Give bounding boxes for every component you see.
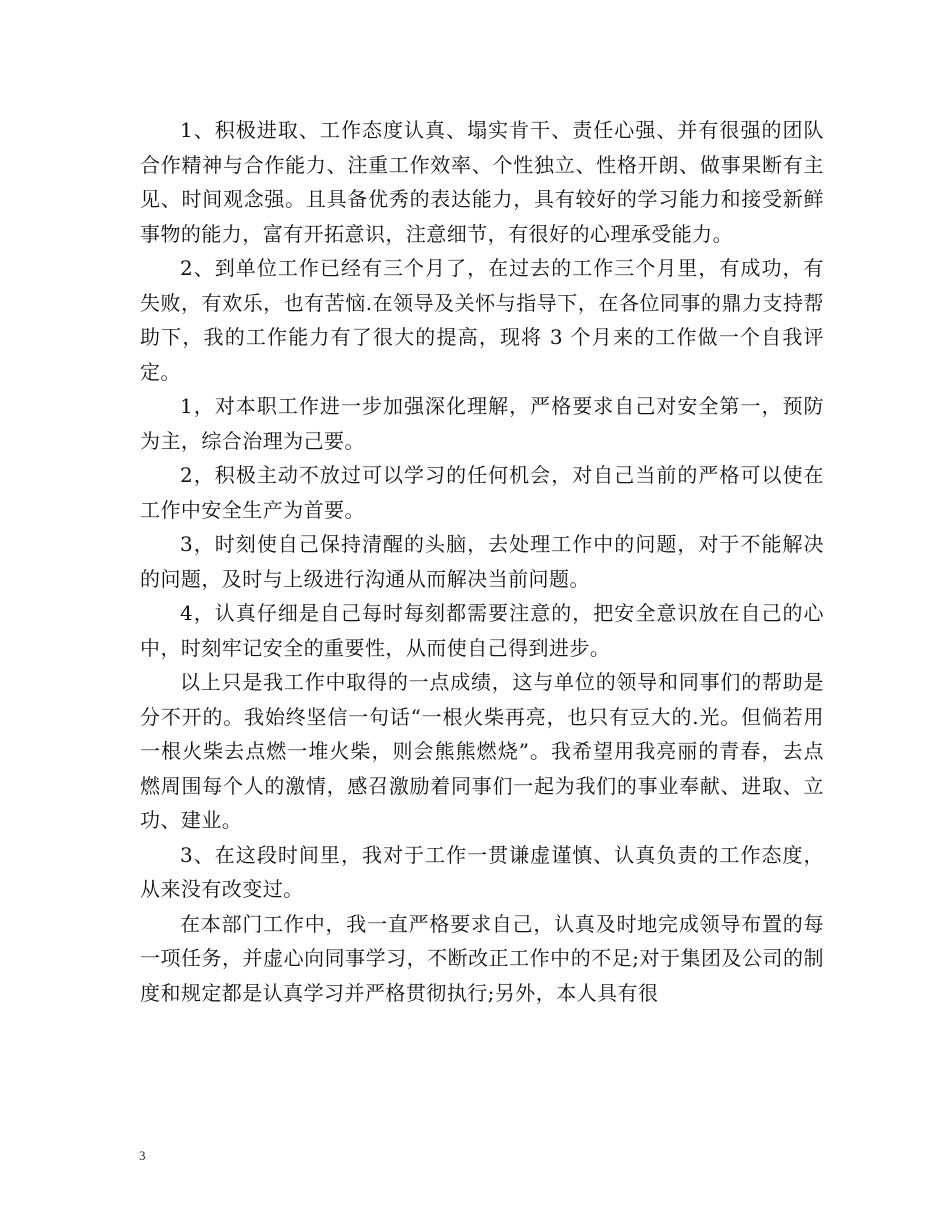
paragraph-6: 4，认真仔细是自己每时每刻都需要注意的，把安全意识放在自己的心中，时刻牢记安全的重要性，从而使自己得到进步。 [140,601,824,660]
document-body [140,113,824,1010]
paragraph-9: 在本部门工作中，我一直严格要求自己，认真及时地完成领导布置的每一项任务，并虚心向同事学习，不断改正工作中的不足;对于集团及公司的制度和规定都是认真学习并严格贯彻执行;另外，本人具有很 [140,911,824,1005]
paragraph-8: 3、在这段时间里，我对于工作一贯谦虚谨慎、认真负责的工作态度，从来没有改变过。 [140,842,824,901]
paragraph-4: 2，积极主动不放过可以学习的任何机会，对自己当前的严格可以使在工作中安全生产为首要。 [140,463,824,522]
paragraph-7: 以上只是我工作中取得的一点成绩，这与单位的领导和同事们的帮助是分不开的。我始终坚信一句话“一根火柴再亮，也只有豆大的.光。但倘若用一根火柴去点燃一堆火柴，则会熊熊燃烧”。我希望用我亮丽的青春，去点燃周围每个人的激情，感召激励着同事们一起为我们的事业奉献、进取、立功、建业。 [140,670,824,832]
paragraph-2: 2、到单位工作已经有三个月了，在过去的工作三个月里，有成功，有失败，有欢乐，也有苦恼.在领导及关怀与指导下，在各位同事的鼎力支持帮助下，我的工作能力有了很大的提高，现将 3 个月来的工作做一个自我评定。 [140,256,824,384]
page-number: 3 [139,1148,146,1163]
paragraph-3: 1，对本职工作进一步加强深化理解，严格要求自己对安全第一，预防为主，综合治理为己要。 [140,394,824,453]
paragraph-1: 1、积极进取、工作态度认真、塌实肯干、责任心强、并有很强的团队合作精神与合作能力、注重工作效率、个性独立、性格开朗、做事果断有主见、时间观念强。且具备优秀的表达能力，具有较好的学习能力和接受新鲜事物的能力，富有开拓意识，注意细节，有很好的心理承受能力。 [140,118,824,246]
paragraph-5: 3，时刻使自己保持清醒的头脑，去处理工作中的问题，对于不能解决的问题，及时与上级进行沟通从而解决当前问题。 [140,532,824,591]
